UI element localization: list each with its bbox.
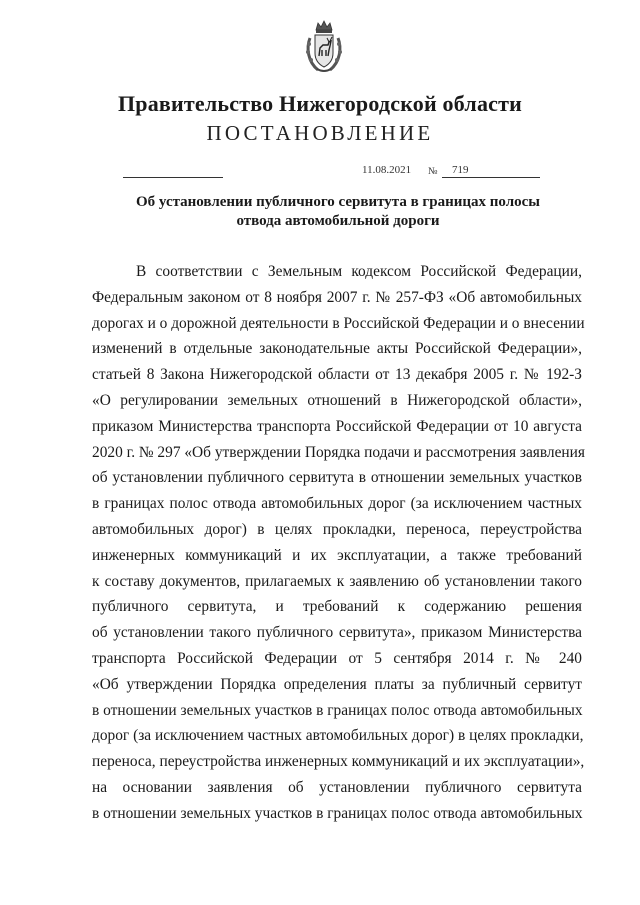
body-line: транспорта Российской Федерации от 5 сентября 2014 г. № 240	[92, 649, 582, 667]
body-line: инженерных коммуникаций и их эксплуатации, а также требований	[92, 546, 582, 564]
body-line: дорог (за исключением частных автомобильных дорог) в целях прокладки,	[92, 727, 584, 745]
body-line: «Об утверждении Порядка определения платы за публичный сервитут	[92, 675, 582, 693]
coat-of-arms-icon	[304, 20, 344, 74]
body-line: Федеральным законом от 8 ноября 2007 г. № 257-ФЗ «Об автомобильных	[92, 288, 582, 306]
body-line: дорогах и о дорожной деятельности в Российской Федерации и о внесении	[92, 314, 585, 332]
number-sign: №	[428, 166, 438, 177]
body-line: в границах полос отвода автомобильных дорог (за исключением частных	[92, 495, 582, 513]
body-line: в отношении земельных участков в границах полос отвода автомобильных	[92, 701, 583, 719]
government-title: Правительство Нижегородской области	[117, 91, 522, 116]
body-line: об установлении такого публичного сервитута», приказом Министерства	[92, 624, 582, 642]
body-line: 2020 г. № 297 «Об утверждении Порядка подачи и рассмотрения заявления	[92, 443, 585, 461]
body-line: переноса, переустройства инженерных коммуникаций и их эксплуатации»,	[92, 753, 585, 771]
body-line: приказом Министерства транспорта Российской Федерации от 10 августа	[92, 417, 582, 435]
body-line: к составу документов, прилагаемых к заявлению об установлении такого	[92, 572, 582, 590]
body-line: на основании заявления об установлении публичного сервитута	[92, 778, 582, 796]
document-type: ПОСТАНОВЛЕНИЕ	[206, 121, 434, 145]
body-line: В соответствии с Земельным кодексом Российской Федерации,	[136, 263, 582, 280]
document-subject	[100, 193, 576, 231]
body-line: «О регулировании земельных отношений в Нижегородской области»,	[92, 391, 582, 409]
body-line: в отношении земельных участков в границах полос отвода автомобильных	[92, 804, 583, 822]
body-line: статьей 8 Закона Нижегородской области от 13 декабря 2005 г. № 192-З	[92, 366, 582, 384]
body-line: об установлении публичного сервитута в отношении земельных участков	[92, 469, 582, 487]
body-line: изменений в отдельные законодательные акты Российской Федерации»,	[92, 340, 582, 358]
body-line: автомобильных дорог) в целях прокладки, переноса, переустройства	[92, 520, 582, 538]
subject-line: Об установлении публичного сервитута в границах полосы	[136, 194, 540, 210]
blank-line	[123, 177, 223, 178]
subject-line: отвода автомобильной дороги	[236, 213, 440, 229]
number-underline	[442, 177, 540, 178]
document-body	[92, 259, 585, 827]
document-number: 719	[452, 164, 469, 176]
document-date: 11.08.2021	[362, 164, 412, 176]
body-line: публичного сервитута, и требований к содержанию решения	[92, 598, 582, 616]
